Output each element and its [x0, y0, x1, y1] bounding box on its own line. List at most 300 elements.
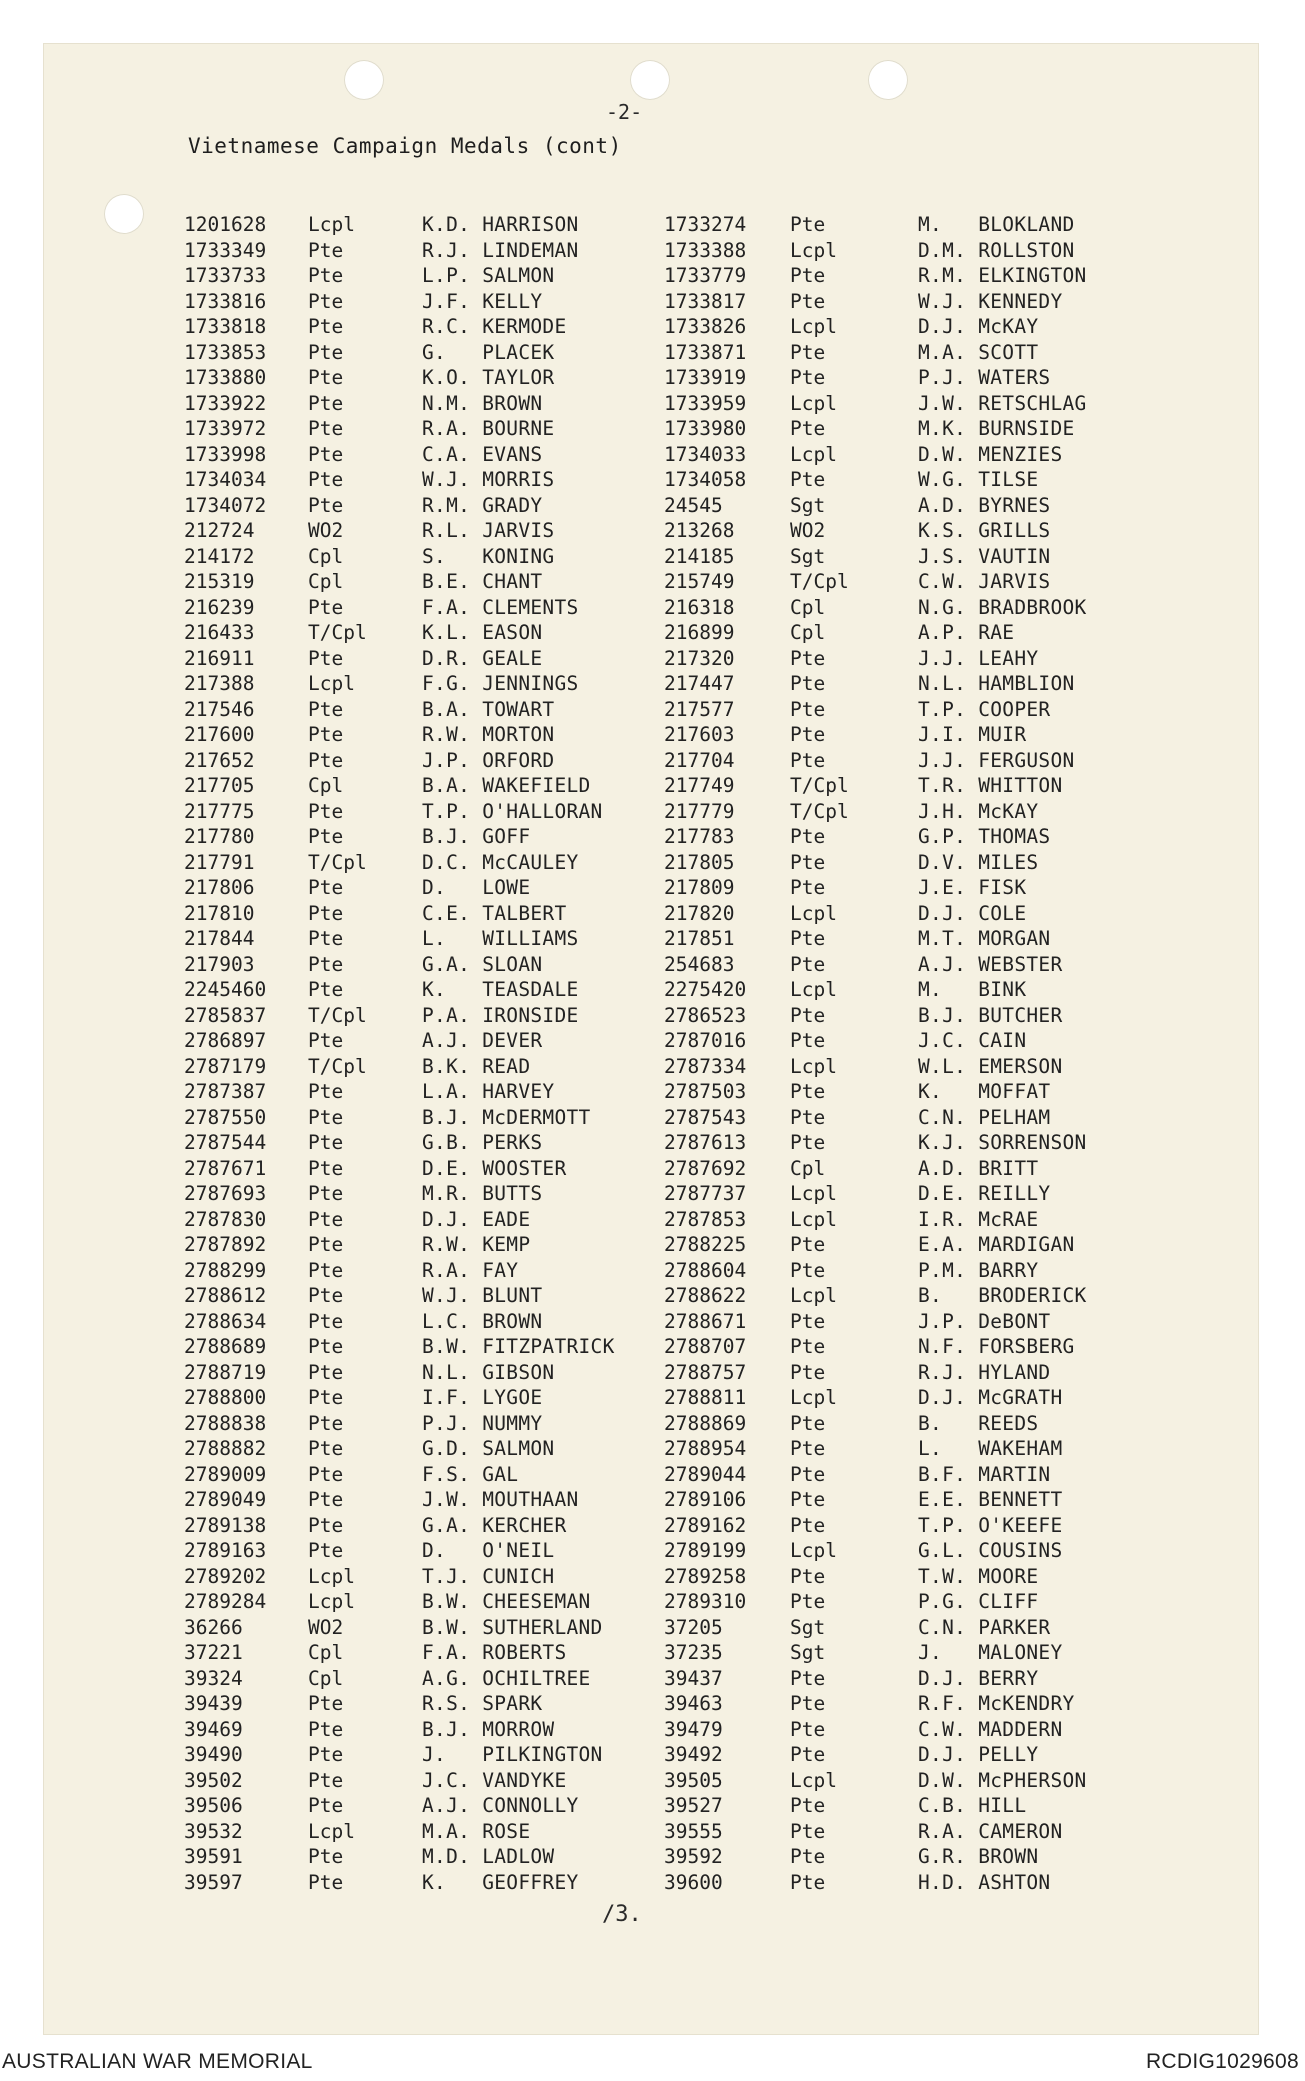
service-number: 1733980	[664, 417, 747, 440]
list-item	[664, 977, 1304, 1003]
rank: Pte	[790, 825, 826, 848]
person-name: R.F. McKENDRY	[918, 1692, 1075, 1715]
service-number: 2788689	[184, 1335, 267, 1358]
person-name: K.S. GRILLS	[918, 519, 1051, 542]
person-name: D.R. GEALE	[422, 646, 543, 670]
service-number: 2789284	[184, 1590, 267, 1613]
service-number: 2787692	[664, 1156, 747, 1180]
right-column-list	[664, 212, 1304, 1895]
list-item	[664, 1028, 1304, 1054]
page-number: -2-	[606, 100, 643, 124]
person-name: R.W. MORTON	[422, 723, 555, 746]
list-item	[664, 824, 1304, 850]
person-name: B.J. MORROW	[422, 1717, 555, 1741]
person-name: B.J. GOFF	[422, 825, 531, 848]
rank: Pte	[308, 927, 344, 950]
person-name: A.J. CONNOLLY	[422, 1794, 579, 1817]
service-number: 217791	[184, 850, 255, 874]
list-item	[664, 1232, 1304, 1258]
rank: Pte	[308, 697, 344, 721]
list-item	[664, 1793, 1304, 1819]
list-item	[664, 1079, 1304, 1105]
rank: T/Cpl	[308, 621, 367, 644]
service-number: 216239	[184, 595, 255, 619]
person-name: B.E. CHANT	[422, 570, 543, 593]
service-number: 2788299	[184, 1258, 267, 1282]
service-number: 1733349	[184, 238, 267, 262]
rank: Lcpl	[790, 978, 837, 1001]
list-item	[664, 314, 1304, 340]
person-name: W.L. EMERSON	[918, 1054, 1063, 1078]
service-number: 39597	[184, 1870, 243, 1894]
service-number: 2787737	[664, 1182, 747, 1205]
rank: Lcpl	[790, 1182, 837, 1205]
person-name: P.M. BARRY	[918, 1258, 1039, 1282]
list-item	[664, 340, 1304, 366]
service-number: 2787613	[664, 1131, 747, 1154]
list-item	[664, 799, 1304, 825]
rank: Sgt	[790, 493, 826, 517]
service-number: 1733922	[184, 391, 267, 415]
page-title: Vietnamese Campaign Medals (cont)	[188, 134, 622, 158]
person-name: B.K. READ	[422, 1054, 531, 1078]
person-name: M.A. ROSE	[422, 1819, 531, 1843]
list-item	[664, 1385, 1304, 1411]
rank: Pte	[308, 952, 344, 976]
rank: Pte	[790, 1513, 826, 1537]
rank: Pte	[790, 952, 826, 976]
rank: WO2	[308, 1615, 344, 1639]
list-item	[664, 569, 1304, 595]
list-item	[664, 1360, 1304, 1386]
rank: Pte	[790, 213, 826, 236]
service-number: 2788707	[664, 1335, 747, 1358]
rank: Pte	[308, 1794, 344, 1817]
service-number: 2789106	[664, 1488, 747, 1511]
rank: Pte	[308, 1080, 344, 1103]
rank: Pte	[790, 697, 826, 721]
list-item	[664, 467, 1304, 493]
rank: Pte	[308, 391, 344, 415]
rank: Pte	[308, 315, 344, 338]
rank: Lcpl	[790, 1768, 837, 1792]
rank: Pte	[308, 1488, 344, 1511]
person-name: D.E. WOOSTER	[422, 1156, 567, 1180]
service-number: 217810	[184, 901, 255, 925]
service-number: 2787550	[184, 1105, 267, 1129]
person-name: P.J. WATERS	[918, 366, 1051, 389]
person-name: J.S. VAUTIN	[918, 544, 1051, 568]
person-name: D.E. REILLY	[918, 1182, 1051, 1205]
list-item	[664, 1334, 1304, 1360]
person-name: P.A. IRONSIDE	[422, 1003, 579, 1027]
rank: Pte	[790, 723, 826, 746]
list-item	[664, 238, 1304, 264]
service-number: 215749	[664, 570, 735, 593]
rank: Lcpl	[308, 1564, 355, 1588]
person-name: A.D. BYRNES	[918, 493, 1051, 517]
person-name: G.P. THOMAS	[918, 825, 1051, 848]
list-item	[664, 1436, 1304, 1462]
rank: Pte	[308, 1335, 344, 1358]
person-name: N.M. BROWN	[422, 391, 543, 415]
service-number: 1733816	[184, 289, 267, 313]
service-number: 2788869	[664, 1411, 747, 1435]
service-number: 2788671	[664, 1309, 747, 1333]
person-name: R.A. CAMERON	[918, 1819, 1063, 1843]
person-name: B.A. WAKEFIELD	[422, 774, 591, 797]
service-number: 217577	[664, 697, 735, 721]
list-item	[664, 1538, 1304, 1564]
person-name: B. BRODERICK	[918, 1284, 1087, 1307]
rank: T/Cpl	[308, 1003, 367, 1027]
rank: Pte	[308, 978, 344, 1001]
service-number: 2787892	[184, 1233, 267, 1256]
service-number: 2789310	[664, 1590, 747, 1613]
service-number: 1733826	[664, 315, 747, 338]
service-number: 2789009	[184, 1462, 267, 1486]
rank: Pte	[308, 1207, 344, 1231]
service-number: 217844	[184, 927, 255, 950]
person-name: J.H. McKAY	[918, 799, 1039, 823]
list-item	[664, 1054, 1304, 1080]
rank: Pte	[790, 1692, 826, 1715]
service-number: 217903	[184, 952, 255, 976]
service-number: 2787179	[184, 1054, 267, 1078]
rank: Lcpl	[790, 442, 837, 466]
person-name: J.P. DeBONT	[918, 1309, 1051, 1333]
service-number: 213268	[664, 519, 735, 542]
footer-archive-name: AUSTRALIAN WAR MEMORIAL	[2, 2050, 313, 2073]
rank: T/Cpl	[308, 850, 367, 874]
rank: Pte	[308, 876, 344, 899]
person-name: G.D. SALMON	[422, 1437, 555, 1460]
person-name: J.E. FISK	[918, 876, 1027, 899]
rank: Lcpl	[308, 1590, 355, 1613]
rank: Lcpl	[790, 315, 837, 338]
person-name: J. PILKINGTON	[422, 1743, 603, 1766]
rank: Pte	[308, 646, 344, 670]
service-number: 39469	[184, 1717, 243, 1741]
person-name: J.W. RETSCHLAG	[918, 391, 1087, 415]
rank: Pte	[308, 1284, 344, 1307]
person-name: P.G. CLIFF	[918, 1590, 1039, 1613]
service-number: 216433	[184, 621, 255, 644]
list-item	[664, 1691, 1304, 1717]
list-item	[664, 875, 1304, 901]
person-name: A.P. RAE	[918, 621, 1015, 644]
person-name: M.D. LADLOW	[422, 1845, 555, 1868]
rank: Pte	[790, 1743, 826, 1766]
person-name: L.P. SALMON	[422, 264, 555, 287]
service-number: 217447	[664, 672, 735, 695]
list-item	[664, 289, 1304, 315]
service-number: 37235	[664, 1641, 723, 1664]
list-item	[664, 773, 1304, 799]
rank: Pte	[790, 1845, 826, 1868]
rank: Pte	[790, 1870, 826, 1894]
rank: Pte	[308, 289, 344, 313]
rank: Pte	[790, 1590, 826, 1613]
list-item	[664, 1181, 1304, 1207]
person-name: H.D. ASHTON	[918, 1870, 1051, 1894]
service-number: 39527	[664, 1794, 723, 1817]
rank: Pte	[790, 672, 826, 695]
service-number: 39479	[664, 1717, 723, 1741]
person-name: C.N. PARKER	[918, 1615, 1051, 1639]
person-name: C.N. PELHAM	[918, 1105, 1051, 1129]
person-name: R.S. SPARK	[422, 1692, 543, 1715]
list-item	[664, 722, 1304, 748]
person-name: J.C. CAIN	[918, 1029, 1027, 1052]
rank: Pte	[308, 1768, 344, 1792]
service-number: 1201628	[184, 213, 267, 236]
rank: Pte	[308, 595, 344, 619]
person-name: K.J. SORRENSON	[918, 1131, 1087, 1154]
rank: Pte	[790, 1258, 826, 1282]
person-name: M.A. SCOTT	[918, 340, 1039, 364]
service-number: 2785837	[184, 1003, 267, 1027]
person-name: G.B. PERKS	[422, 1131, 543, 1154]
list-item	[664, 646, 1304, 672]
service-number: 2789044	[664, 1462, 747, 1486]
rank: Pte	[308, 1029, 344, 1052]
person-name: R.A. FAY	[422, 1258, 519, 1282]
person-name: R.L. JARVIS	[422, 519, 555, 542]
rank: Cpl	[790, 621, 826, 644]
service-number: 2788612	[184, 1284, 267, 1307]
person-name: J.J. LEAHY	[918, 646, 1039, 670]
list-item	[664, 1130, 1304, 1156]
list-item	[664, 952, 1304, 978]
service-number: 217775	[184, 799, 255, 823]
service-number: 2789163	[184, 1539, 267, 1562]
rank: Pte	[790, 1309, 826, 1333]
person-name: T.R. WHITTON	[918, 774, 1063, 797]
person-name: C.W. MADDERN	[918, 1717, 1063, 1741]
rank: Pte	[308, 825, 344, 848]
rank: Pte	[790, 927, 826, 950]
list-item	[664, 1844, 1304, 1870]
rank: Pte	[790, 1717, 826, 1741]
rank: Pte	[308, 799, 344, 823]
person-name: M. BINK	[918, 978, 1027, 1001]
service-number: 2788634	[184, 1309, 267, 1333]
rank: Lcpl	[790, 1284, 837, 1307]
rank: Pte	[308, 366, 344, 389]
rank: Lcpl	[790, 901, 837, 925]
rank: Pte	[308, 238, 344, 262]
footer	[0, 2040, 1305, 2081]
service-number: 2787671	[184, 1156, 267, 1180]
person-name: G.A. KERCHER	[422, 1513, 567, 1537]
person-name: W.J. KENNEDY	[918, 289, 1063, 313]
person-name: A.G. OCHILTREE	[422, 1666, 591, 1690]
person-name: B.W. FITZPATRICK	[422, 1335, 615, 1358]
service-number: 2788882	[184, 1437, 267, 1460]
person-name: L.C. BROWN	[422, 1309, 543, 1333]
rank: Pte	[790, 646, 826, 670]
rank: Cpl	[790, 1156, 826, 1180]
punch-hole	[104, 194, 144, 234]
service-number: 2788800	[184, 1386, 267, 1409]
person-name: T.J. CUNICH	[422, 1564, 555, 1588]
person-name: C.B. HILL	[918, 1794, 1027, 1817]
rank: Pte	[790, 1029, 826, 1052]
person-name: T.W. MOORE	[918, 1564, 1039, 1588]
person-name: M. BLOKLAND	[918, 213, 1075, 236]
rank: Pte	[790, 1131, 826, 1154]
service-number: 2787334	[664, 1054, 747, 1078]
list-item	[664, 1870, 1304, 1896]
list-item	[664, 1717, 1304, 1743]
person-name: T.P. COOPER	[918, 697, 1051, 721]
service-number: 217600	[184, 723, 255, 746]
person-name: J.J. FERGUSON	[918, 748, 1075, 772]
person-name: K. MOFFAT	[918, 1080, 1051, 1103]
service-number: 217783	[664, 825, 735, 848]
list-item	[664, 850, 1304, 876]
person-name: K.O. TAYLOR	[422, 366, 555, 389]
person-name: T.P. O'KEEFE	[918, 1513, 1063, 1537]
person-name: E.E. BENNETT	[918, 1488, 1063, 1511]
person-name: D.V. MILES	[918, 850, 1039, 874]
list-item	[664, 1513, 1304, 1539]
service-number: 217809	[664, 876, 735, 899]
service-number: 1733817	[664, 289, 747, 313]
service-number: 217705	[184, 774, 255, 797]
rank: Pte	[308, 1845, 344, 1868]
list-item	[664, 1462, 1304, 1488]
list-item	[664, 1105, 1304, 1131]
person-name: K.L. EASON	[422, 621, 543, 644]
rank: Cpl	[308, 774, 344, 797]
rank: Pte	[308, 723, 344, 746]
service-number: 2788954	[664, 1437, 747, 1460]
service-number: 39463	[664, 1692, 723, 1715]
person-name: F.S. GAL	[422, 1462, 519, 1486]
person-name: J.I. MUIR	[918, 723, 1027, 746]
service-number: 1733388	[664, 238, 747, 262]
service-number: 2788838	[184, 1411, 267, 1435]
rank: Pte	[308, 1539, 344, 1562]
person-name: G.A. SLOAN	[422, 952, 543, 976]
service-number: 217780	[184, 825, 255, 848]
person-name: R.A. BOURNE	[422, 417, 555, 440]
list-item	[664, 544, 1304, 570]
rank: Pte	[308, 1258, 344, 1282]
person-name: J.C. VANDYKE	[422, 1768, 567, 1792]
service-number: 2788757	[664, 1360, 747, 1384]
service-number: 39505	[664, 1768, 723, 1792]
person-name: F.A. ROBERTS	[422, 1641, 567, 1664]
rank: Cpl	[790, 595, 826, 619]
service-number: 217704	[664, 748, 735, 772]
service-number: 2788719	[184, 1360, 267, 1384]
list-item	[664, 1487, 1304, 1513]
list-item	[664, 263, 1304, 289]
rank: Pte	[308, 901, 344, 925]
list-item	[664, 212, 1304, 238]
rank: Pte	[308, 1411, 344, 1435]
service-number: 39490	[184, 1743, 243, 1766]
person-name: P.J. NUMMY	[422, 1411, 543, 1435]
punch-hole	[630, 60, 670, 100]
service-number: 2789202	[184, 1564, 267, 1588]
person-name: C.W. JARVIS	[918, 570, 1051, 593]
service-number: 1733959	[664, 391, 747, 415]
rank: Pte	[308, 1360, 344, 1384]
person-name: K. TEASDALE	[422, 978, 579, 1001]
person-name: A.D. BRITT	[918, 1156, 1039, 1180]
service-number: 1733853	[184, 340, 267, 364]
list-item	[664, 1742, 1304, 1768]
service-number: 2275420	[664, 978, 747, 1001]
service-number: 39506	[184, 1794, 243, 1817]
service-number: 2245460	[184, 978, 267, 1001]
service-number: 214185	[664, 544, 735, 568]
service-number: 2787693	[184, 1182, 267, 1205]
list-item	[664, 1768, 1304, 1794]
rank: Cpl	[308, 1666, 344, 1690]
service-number: 2789162	[664, 1513, 747, 1537]
service-number: 215319	[184, 570, 255, 593]
list-item	[664, 416, 1304, 442]
person-name: A.J. WEBSTER	[918, 952, 1063, 976]
rank: Sgt	[790, 1641, 826, 1664]
list-item	[664, 493, 1304, 519]
service-number: 217546	[184, 697, 255, 721]
person-name: D.J. COLE	[918, 901, 1027, 925]
list-item	[664, 1640, 1304, 1666]
rank: Pte	[308, 264, 344, 287]
list-item	[664, 926, 1304, 952]
rank: WO2	[790, 519, 826, 542]
list-item	[664, 365, 1304, 391]
list-item	[664, 1156, 1304, 1182]
rank: Sgt	[790, 1615, 826, 1639]
service-number: 1734033	[664, 442, 747, 466]
punch-hole	[868, 60, 908, 100]
person-name: M.R. BUTTS	[422, 1182, 543, 1205]
service-number: 212724	[184, 519, 255, 542]
person-name: R.M. GRADY	[422, 493, 543, 517]
rank: Cpl	[308, 544, 344, 568]
person-name: F.A. CLEMENTS	[422, 595, 579, 619]
rank: Pte	[790, 1819, 826, 1843]
list-item	[664, 1283, 1304, 1309]
person-name: K. GEOFFREY	[422, 1870, 579, 1894]
person-name: J.F. KELLY	[422, 289, 543, 313]
service-number: 39592	[664, 1845, 723, 1868]
rank: Lcpl	[308, 213, 355, 236]
rank: Lcpl	[790, 238, 837, 262]
person-name: D.J. EADE	[422, 1207, 531, 1231]
service-number: 217851	[664, 927, 735, 950]
service-number: 1733871	[664, 340, 747, 364]
list-item	[664, 1309, 1304, 1335]
rank: Pte	[790, 748, 826, 772]
person-name: B.J. McDERMOTT	[422, 1105, 591, 1129]
rank: Lcpl	[790, 391, 837, 415]
rank: Pte	[308, 1309, 344, 1333]
rank: Pte	[308, 1870, 344, 1894]
service-number: 214172	[184, 544, 255, 568]
service-number: 1734058	[664, 468, 747, 491]
service-number: 2788604	[664, 1258, 747, 1282]
person-name: D. LOWE	[422, 876, 531, 899]
list-item	[664, 391, 1304, 417]
